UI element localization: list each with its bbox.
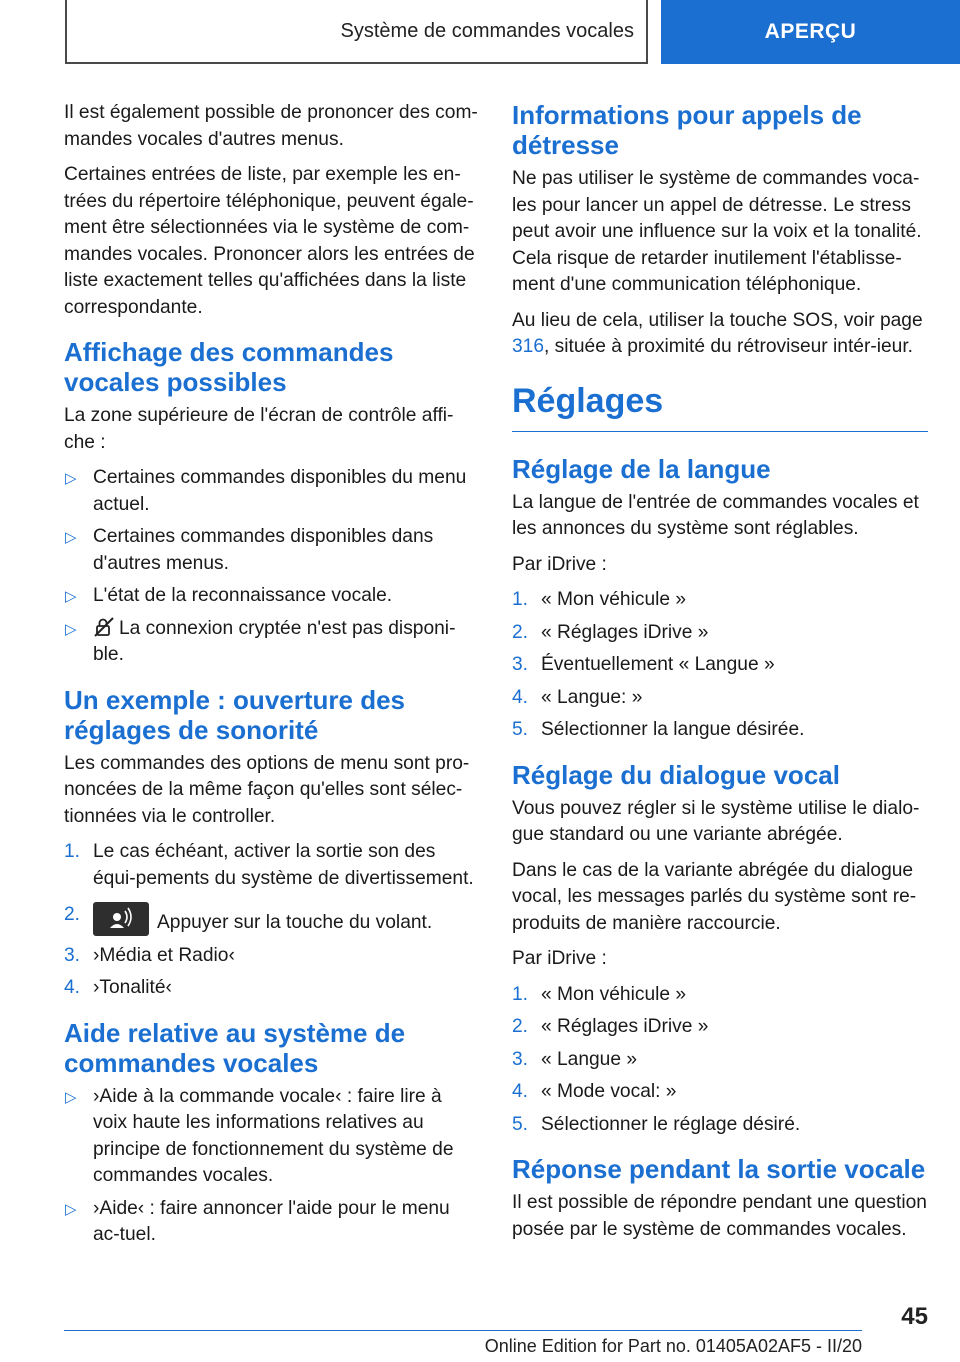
paragraph: Par iDrive : (512, 948, 607, 969)
left-column (64, 100, 480, 1258)
list-item: ▷ La connexion cryptée n'est pas disponi-ble. (65, 617, 456, 665)
heading-aide: Aide relative au système de commandes vocales (64, 1017, 406, 1078)
paragraph: La langue de l'entrée de commandes vocales et les annonces du système sont réglables. (512, 491, 919, 539)
list-item: 1. Le cas échéant, activer la sortie son des équi-pements du système de divertissement. (64, 841, 474, 889)
list-item: 1. « Mon véhicule » (512, 983, 687, 1005)
list-item: ▷ L'état de la reconnaissance vocale. (64, 583, 480, 610)
steps-langue (512, 587, 928, 744)
heading-exemple: Un exemple : ouverture des réglages de sonorité (64, 684, 405, 745)
steps-exemple (64, 839, 480, 1002)
paragraph: Certaines entrées de liste, par exemple les en-trées du répertoire téléphonique, peuvent égale-ment être sélectionnées via le système de com-mandes vocales. Prononcer alors les entrées de liste exactement telles qu'affichées dans la liste correspondante. (64, 164, 475, 318)
steps-dialogue (512, 982, 928, 1139)
right-column (512, 100, 928, 1252)
heading-langue: Réglage de la langue (512, 453, 771, 484)
heading-detresse: Informations pour appels de détresse (512, 100, 862, 160)
list-item: 4. ›Tonalité‹ (64, 977, 172, 998)
section-tab-label: APERÇU (764, 20, 857, 43)
paragraph: Les commandes des options de menu sont pro-noncées de la même façon qu'elles sont sélec-tionnées via le controller. (64, 752, 470, 827)
page-link-316[interactable]: 316 (512, 336, 545, 357)
heading-reglages: Réglages (512, 381, 928, 432)
triangle-bullet-icon: ▷ (65, 529, 77, 546)
footer-edition: Online Edition for Part no. 01405A02AF5 - II/20 (484, 1336, 862, 1356)
list-item: ▷ Certaines commandes disponibles du menu actuel. (65, 467, 467, 515)
paragraph: Ne pas utiliser le système de commandes voca-les pour lancer un appel de détresse. Le stress peut avoir une influence sur la voix et la tonalité. Cela risque de retarder inutilement l'établisse-ment d'une communication téléphonique. (512, 168, 922, 295)
paragraph: Par iDrive : (512, 553, 607, 575)
list-item: ▷ Certaines commandes disponibles dans d'autres menus. (65, 526, 434, 574)
bullet-list-aide (64, 1084, 480, 1249)
list-item: 1. « Mon véhicule » (512, 589, 687, 610)
list-item: 2. « Réglages iDrive » (512, 621, 709, 643)
paragraph: Au lieu de cela, utiliser la touche SOS, voir page 316, située à proximité du rétroviseur intér-ieur. (512, 309, 923, 357)
paragraph: Il est possible de répondre pendant une question posée par le système de commandes vocales. (512, 1192, 927, 1240)
list-item: 3. ›Média et Radio‹ (64, 944, 235, 966)
bullet-list-affichage (64, 465, 480, 669)
section-tab[interactable] (661, 0, 960, 64)
paragraph: Dans le cas de la variante abrégée du dialogue vocal, les messages parlés du système sont re-produits de manière raccourcie. (512, 859, 917, 934)
list-item: 4. « Mode vocal: » (512, 1081, 677, 1102)
list-item: 3. « Langue » (512, 1048, 638, 1070)
paragraph: La zone supérieure de l'écran de contrôle affi-che : (64, 405, 454, 453)
list-item: 3. Éventuellement « Langue » (512, 654, 775, 675)
triangle-bullet-icon: ▷ (65, 1088, 77, 1106)
list-item: 4. « Langue: » (512, 686, 643, 708)
triangle-bullet-icon: ▷ (65, 620, 77, 638)
triangle-bullet-icon: ▷ (65, 1200, 77, 1218)
triangle-bullet-icon: ▷ (65, 470, 77, 487)
heading-reponse: Réponse pendant la sortie vocale (512, 1154, 926, 1184)
voice-command-button-icon (93, 902, 149, 936)
triangle-bullet-icon: ▷ (65, 588, 77, 605)
list-item: 5. Sélectionner la langue désirée. (512, 719, 805, 740)
encryption-unavailable-icon (93, 616, 115, 638)
list-item: 2. « Réglages iDrive » (512, 1016, 709, 1037)
list-item: 2. Appuyer sur la touche du volant. (64, 902, 480, 937)
heading-affichage: Affichage des commandes vocales possibles (64, 337, 394, 397)
footer-divider (64, 1330, 862, 1331)
chapter-title: Système de commandes vocales (340, 19, 634, 42)
header-chapter-box (65, 0, 648, 64)
list-item: ▷ ›Aide‹ : faire annoncer l'aide pour le menu ac-tuel. (65, 1197, 450, 1245)
page-number: 45 (901, 1303, 928, 1330)
list-item: 5. Sélectionner le réglage désiré. (512, 1113, 801, 1135)
list-item: ▷ ›Aide à la commande vocale‹ : faire lire à voix haute les informations relatives au principe de fonctionnement du système de commandes vocales. (65, 1085, 454, 1186)
paragraph: Vous pouvez régler si le système utilise le dialo-gue standard ou une variante abrégée. (512, 797, 920, 845)
paragraph: Il est également possible de prononcer des com-mandes vocales d'autres menus. (64, 102, 478, 150)
heading-dialogue: Réglage du dialogue vocal (512, 759, 840, 790)
